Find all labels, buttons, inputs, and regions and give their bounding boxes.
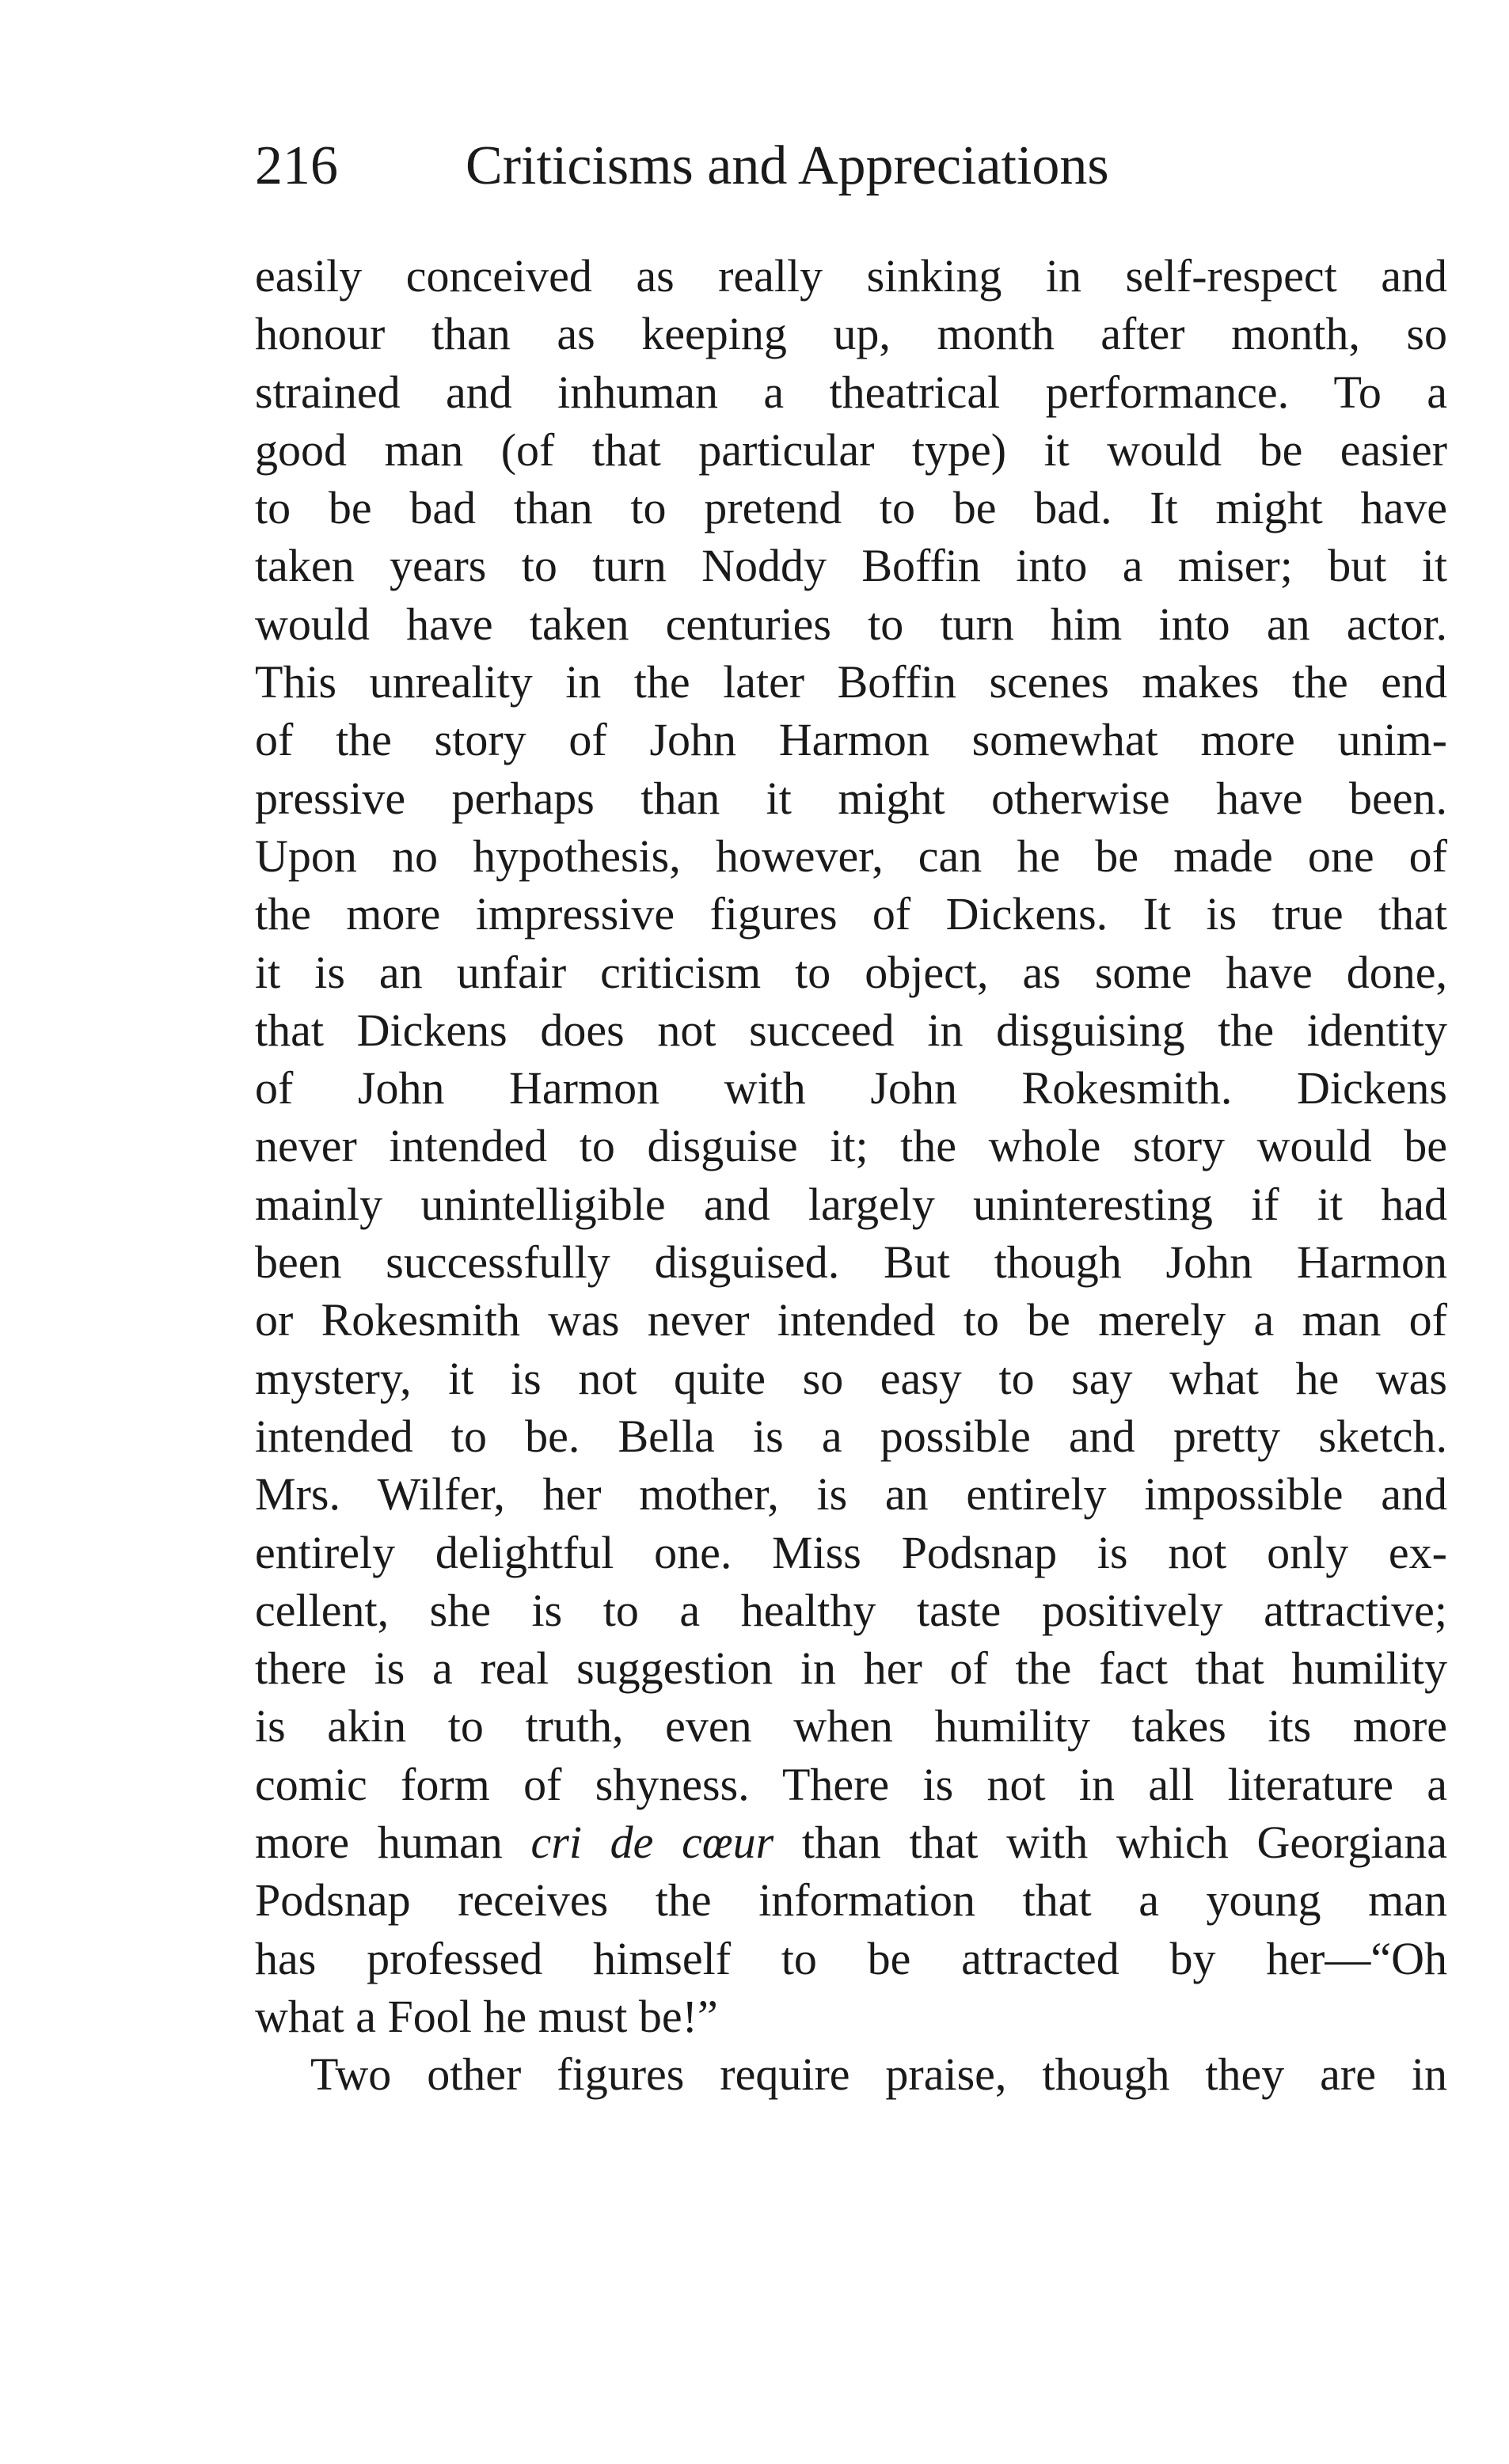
text-line: This unreality in the later Boffin scenes makes the end (255, 656, 1447, 708)
text-line: it is an unfair criticism to object, as some have done, (255, 946, 1447, 998)
line-part-after: than that with which Georgiana (774, 1817, 1447, 1869)
text-line: mystery, it is not quite so easy to say what he was (255, 1352, 1447, 1404)
text-line: comic form of shyness. There is not in all literature a (255, 1758, 1447, 1810)
body-text (255, 247, 1447, 2104)
text-line-italic (255, 1813, 1447, 1871)
page-number: 216 (255, 135, 338, 196)
text-line: or Rokesmith was never intended to be merely a man of (255, 1294, 1447, 1346)
text-line: Mrs. Wilfer, her mother, is an entirely impossible and (255, 1468, 1447, 1521)
text-line: of the story of John Harmon somewhat more unim- (255, 714, 1447, 766)
text-line: taken years to turn Noddy Boffin into a miser; but it (255, 540, 1447, 592)
next-paragraph-first-line: Two other figures require praise, though they are in (310, 2048, 1447, 2101)
text-line: mainly unintelligible and largely uninteresting if it had (255, 1178, 1447, 1230)
text-line: is akin to truth, even when humility takes its more (255, 1700, 1447, 1752)
text-line: there is a real suggestion in her of the fact that humility (255, 1642, 1447, 1695)
running-title: Criticisms and Appreciations (466, 135, 1109, 196)
paragraph-last-line: what a Fool he must be!” (255, 1990, 718, 2042)
text-line: Upon no hypothesis, however, can he be made one of (255, 830, 1447, 882)
text-line: that Dickens does not succeed in disguising the identity (255, 1004, 1447, 1056)
text-line: Podsnap receives the information that a young man (255, 1874, 1447, 1927)
text-line: has professed himself to be attracted by her—“Oh (255, 1932, 1447, 1984)
text-line: never intended to disguise it; the whole story would be (255, 1120, 1447, 1172)
text-line: good man (of that particular type) it would be easier (255, 423, 1447, 476)
italic-phrase: cri de cœur (530, 1817, 774, 1869)
text-line: strained and inhuman a theatrical performance. To a (255, 366, 1447, 418)
text-line: the more impressive figures of Dickens. It is true that (255, 888, 1447, 940)
text-line: would have taken centuries to turn him into an actor. (255, 598, 1447, 650)
line-part-before: more human (255, 1817, 531, 1869)
text-line: intended to be. Bella is a possible and pretty sketch. (255, 1410, 1447, 1462)
text-line: been successfully disguised. But though John Harmon (255, 1236, 1447, 1289)
text-line: cellent, she is to a healthy taste positively attractive; (255, 1584, 1447, 1636)
running-header (255, 127, 1442, 206)
text-line: pressive perhaps than it might otherwise have been. (255, 772, 1447, 824)
text-line: easily conceived as really sinking in self-respect and (255, 250, 1447, 302)
text-line: entirely delightful one. Miss Podsnap is not only ex- (255, 1526, 1447, 1578)
text-line: to be bad than to pretend to be bad. It might have (255, 482, 1447, 534)
text-line: honour than as keeping up, month after month, so (255, 308, 1447, 360)
text-line: of John Harmon with John Rokesmith. Dickens (255, 1062, 1447, 1114)
